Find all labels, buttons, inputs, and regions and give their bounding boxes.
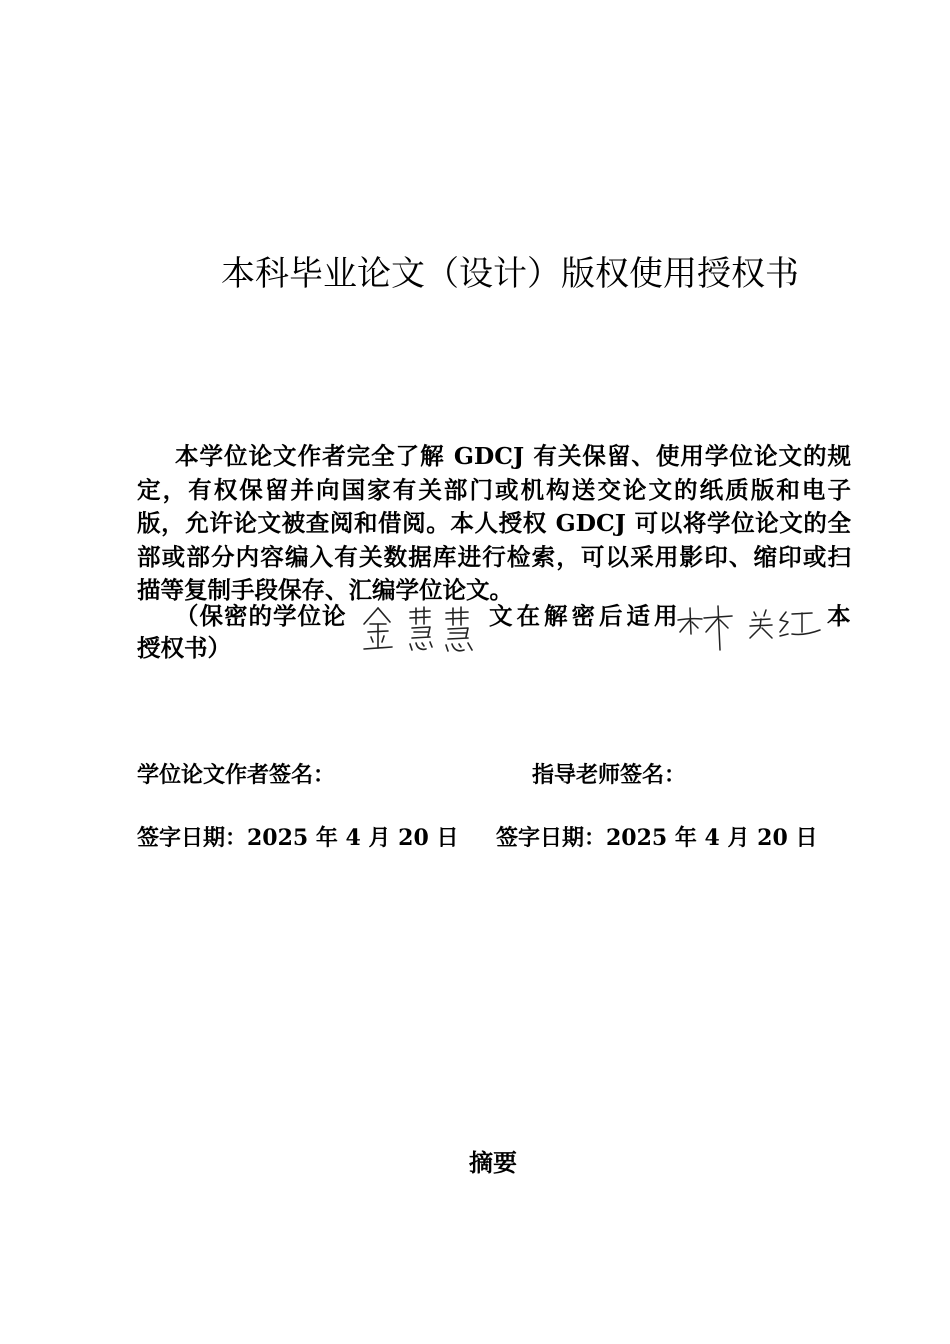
author-signature-label: 学位论文作者签名：	[137, 762, 336, 788]
author-sign-date: 签字日期：2025 年 4 月 20 日	[137, 825, 459, 851]
advisor-signature	[676, 602, 824, 654]
authorization-paragraph	[137, 440, 851, 608]
advisor-signature-label: 指导老师签名：	[532, 762, 687, 788]
author-signature	[360, 604, 484, 656]
secret-clause-line2: 授权书）	[137, 634, 231, 662]
abstract-heading: 摘要	[469, 1149, 517, 1177]
paragraph-line: 部或部分内容编入有关数据库进行检索，可以采用影印、缩印或扫	[137, 542, 851, 571]
secret-clause-part2: 文在解密后适用	[489, 602, 682, 630]
paragraph-line: 本学位论文作者完全了解 GDCJ 有关保留、使用学位论文的规	[175, 442, 851, 470]
paragraph-line-last: 描等复制手段保存、汇编学位论文。	[137, 576, 513, 604]
paragraph-line: 定，有权保留并向国家有关部门或机构送交论文的纸质版和电子	[137, 475, 851, 504]
paragraph-line: 版，允许论文被查阅和借阅。本人授权 GDCJ 可以将学位论文的全	[137, 509, 851, 537]
secret-clause-part3: 本	[827, 602, 851, 630]
secret-clause-part1: （保密的学位论	[175, 602, 347, 630]
advisor-sign-date: 签字日期：2025 年 4 月 20 日	[496, 825, 818, 851]
page-title: 本科毕业论文（设计）版权使用授权书	[221, 254, 799, 294]
